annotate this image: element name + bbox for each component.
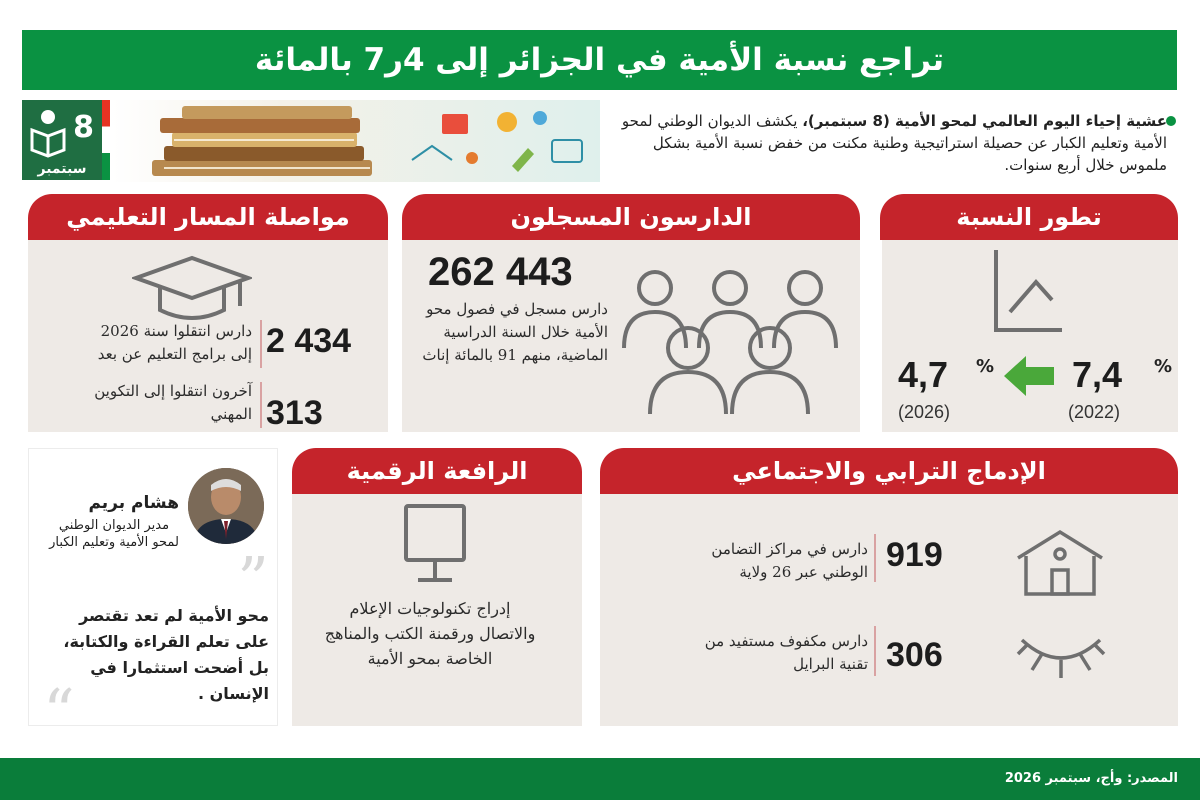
learners-panel bbox=[402, 232, 860, 432]
solidarity-learners-value: 919 bbox=[886, 536, 943, 574]
solidarity-learners-label: دارس في مراكز التضامن الوطني عبر 26 ولاية bbox=[711, 540, 868, 581]
path-divider-1 bbox=[260, 320, 262, 368]
intro-lead: عشية إحياء اليوم العالمي لمحو الأمية (8 سبتمبر)، bbox=[802, 112, 1167, 130]
header-bar bbox=[22, 30, 1177, 90]
intro-body: يكشف الديوان الوطني لمحو الأمية وتعليم الكبار عن حصيلة استراتيجية وطنية مكنت من خفض نسبة الأمية بشكل ملموس خلال أربع سنوات. bbox=[621, 112, 1167, 174]
rate-panel-title: تطور النسبة bbox=[880, 194, 1178, 240]
footer-bar bbox=[0, 758, 1200, 800]
vocational-learners-value: 313 bbox=[266, 394, 323, 432]
rate-panel bbox=[882, 232, 1178, 432]
line-chart-icon bbox=[990, 248, 1064, 336]
badge-month: سبتمبر bbox=[37, 161, 87, 177]
digital-panel bbox=[292, 488, 582, 726]
new-rate-year: (2026) bbox=[898, 402, 951, 422]
intro-bullet bbox=[1166, 116, 1176, 126]
quote-text: محو الأمية لم تعد تقتصر على تعلم القراءة والكتابة، بل أضحت استثمارا في الإنسان . bbox=[63, 606, 269, 703]
closed-eye-icon bbox=[1016, 630, 1106, 684]
house-icon bbox=[1012, 528, 1108, 598]
braille-learners-label: دارس مكفوف مستفيد من تقنية البرايل bbox=[704, 632, 868, 673]
vocational-learners-label: آخرون انتقلوا إلى التكوين المهني bbox=[94, 382, 252, 423]
official-name: هشام بريم bbox=[88, 493, 179, 513]
remote-learners-value: 2 434 bbox=[266, 322, 352, 360]
braille-learners-value: 306 bbox=[886, 636, 943, 674]
path-panel-title: مواصلة المسار التعليمي bbox=[28, 194, 388, 240]
old-rate-value: 7,4 bbox=[1072, 354, 1123, 395]
page-title: تراجع نسبة الأمية في الجزائر إلى 4ر7 بالمائة bbox=[254, 42, 945, 78]
quote-close-icon: “ bbox=[43, 675, 75, 748]
books-illustration bbox=[112, 100, 600, 182]
old-rate-year: (2022) bbox=[1068, 402, 1121, 422]
inclusion-divider-1 bbox=[874, 534, 876, 582]
digital-panel-title: الرافعة الرقمية bbox=[292, 448, 582, 494]
quote-open-icon: ” bbox=[237, 543, 269, 616]
official-role: مدير الديوان الوطني لمحو الأمية وتعليم الكبار bbox=[49, 518, 179, 550]
official-portrait bbox=[187, 467, 265, 545]
new-rate-value: 4,7 bbox=[898, 354, 949, 395]
learners-panel-title: الدارسون المسجلون bbox=[402, 194, 860, 240]
digital-description: إدراج تكنولوجيات الإعلام والاتصال ورقمنة الكتب والمناهج الخاصة بمحو الأمية bbox=[324, 599, 536, 668]
path-divider-2 bbox=[260, 382, 262, 428]
book-stack-illustration bbox=[152, 106, 372, 176]
inclusion-panel bbox=[600, 488, 1178, 726]
monitor-icon bbox=[402, 502, 468, 584]
date-badge bbox=[22, 100, 102, 180]
quote-card bbox=[28, 448, 278, 748]
path-panel bbox=[28, 232, 388, 432]
education-doodles bbox=[412, 111, 582, 172]
new-rate-unit: % bbox=[976, 356, 995, 377]
learners-description: دارس مسجل في فصول محو الأمية خلال السنة الدراسية الماضية، منهم 91 بالمائة إناث bbox=[422, 300, 608, 364]
learners-value: 262 443 bbox=[428, 250, 573, 294]
remote-learners-label: دارس انتقلوا سنة 2026 إلى برامج التعليم عن بعد bbox=[97, 322, 252, 363]
inclusion-divider-2 bbox=[874, 626, 876, 676]
footer-source: المصدر: وأج، سبتمبر 2026 bbox=[1004, 771, 1178, 786]
old-rate-unit: % bbox=[1154, 356, 1173, 377]
reading-person-icon bbox=[30, 108, 66, 158]
badge-day: 8 bbox=[73, 110, 94, 145]
graduation-cap-icon bbox=[132, 254, 252, 324]
decrease-arrow-icon bbox=[1004, 356, 1054, 396]
flag-stripes bbox=[102, 100, 110, 180]
people-group-icon bbox=[620, 266, 840, 416]
inclusion-panel-title: الإدماج الترابي والاجتماعي bbox=[600, 448, 1178, 494]
intro-paragraph bbox=[612, 110, 1167, 176]
